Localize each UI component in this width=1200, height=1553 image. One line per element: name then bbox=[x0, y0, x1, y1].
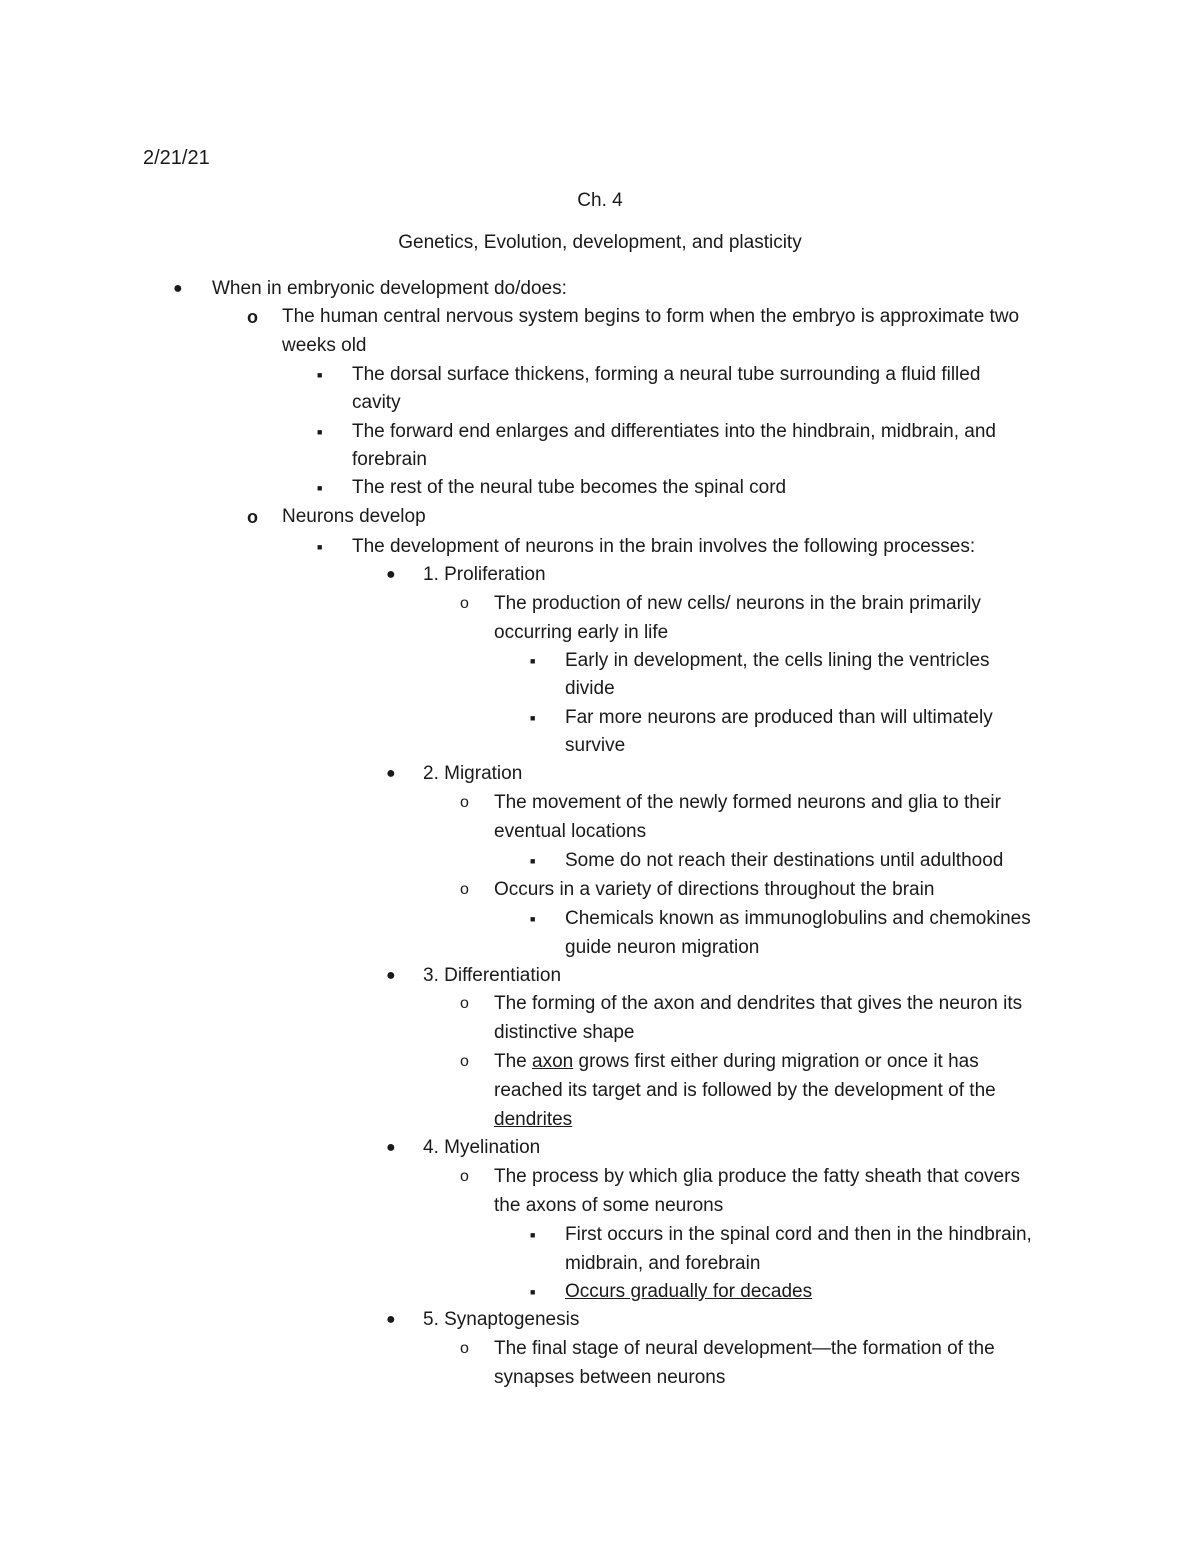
outline-item: First occurs in the spinal cord and then in the hindbrain, bbox=[565, 1224, 1032, 1245]
bullet-icon: ● bbox=[386, 967, 396, 984]
outline-item: The process by which glia produce the fatty sheath that covers bbox=[494, 1166, 1020, 1187]
bullet-icon: ● bbox=[386, 765, 396, 782]
outline-item: distinctive shape bbox=[494, 1022, 635, 1043]
outline-item: The final stage of neural development—the formation of the bbox=[494, 1338, 995, 1359]
square-bullet-icon: ■ bbox=[530, 1287, 536, 1297]
underlined-term: dendrites bbox=[494, 1109, 573, 1130]
square-bullet-icon: ■ bbox=[317, 370, 323, 380]
chapter-subtitle: Genetics, Evolution, development, and plasticity bbox=[398, 232, 802, 253]
outline-item: The human central nervous system begins to form when the embryo is approximate two bbox=[282, 306, 1020, 327]
text-segment: grows first either during migration or once it has bbox=[573, 1051, 979, 1072]
underlined-term: Occurs gradually for decades bbox=[565, 1281, 813, 1302]
square-bullet-icon: ■ bbox=[530, 713, 536, 723]
outline-item: Early in development, the cells lining the ventricles bbox=[565, 650, 990, 671]
bullet-icon: ● bbox=[386, 1139, 396, 1156]
chapter-heading: Ch. 4 bbox=[577, 190, 623, 211]
outline-item: The forming of the axon and dendrites that gives the neuron its bbox=[494, 993, 1023, 1014]
date: 2/21/21 bbox=[143, 147, 210, 169]
square-bullet-icon: ■ bbox=[530, 856, 536, 866]
o-bullet-icon: o bbox=[460, 1168, 469, 1185]
sub-bullet-icon: o bbox=[247, 307, 258, 327]
outline-item: 5. Synaptogenesis bbox=[423, 1309, 580, 1330]
o-bullet-icon: o bbox=[460, 881, 469, 898]
outline-item: 4. Myelination bbox=[423, 1137, 541, 1158]
o-bullet-icon: o bbox=[460, 794, 469, 811]
outline-item: Neurons develop bbox=[282, 506, 426, 527]
outline-item: forebrain bbox=[352, 449, 427, 470]
square-bullet-icon: ■ bbox=[530, 1230, 536, 1240]
outline-item bbox=[494, 1106, 572, 1134]
outline-item: Occurs in a variety of directions throughout the brain bbox=[494, 879, 935, 900]
text-segment: The bbox=[494, 1051, 533, 1072]
outline-item bbox=[494, 1048, 979, 1076]
outline-item: The movement of the newly formed neurons and glia to their bbox=[494, 792, 1001, 813]
outline-item: the axons of some neurons bbox=[494, 1195, 724, 1216]
o-bullet-icon: o bbox=[460, 595, 469, 612]
outline-item: eventual locations bbox=[494, 821, 647, 842]
outline-item: 3. Differentiation bbox=[423, 965, 562, 986]
outline-item bbox=[565, 1278, 812, 1306]
outline-item: reached its target and is followed by the development of the bbox=[494, 1080, 996, 1101]
outline-item: The production of new cells/ neurons in the brain primarily bbox=[494, 593, 981, 614]
outline-item: The rest of the neural tube becomes the spinal cord bbox=[352, 477, 787, 498]
outline-item: Chemicals known as immunoglobulins and chemokines bbox=[565, 908, 1031, 929]
outline-item: weeks old bbox=[282, 335, 367, 356]
underlined-term: axon bbox=[532, 1051, 574, 1072]
outline-item: midbrain, and forebrain bbox=[565, 1253, 761, 1274]
outline-item: 2. Migration bbox=[423, 763, 523, 784]
outline-item: divide bbox=[565, 678, 615, 699]
bullet-icon: ● bbox=[386, 1311, 396, 1328]
outline-item: The development of neurons in the brain involves the following processes: bbox=[352, 536, 976, 557]
square-bullet-icon: ■ bbox=[317, 542, 323, 552]
outline-item: survive bbox=[565, 735, 626, 756]
outline-item: The forward end enlarges and differentiates into the hindbrain, midbrain, and bbox=[352, 421, 996, 442]
outline-item: cavity bbox=[352, 392, 401, 413]
square-bullet-icon: ■ bbox=[317, 427, 323, 437]
square-bullet-icon: ■ bbox=[530, 914, 536, 924]
outline-item: When in embryonic development do/does: bbox=[212, 278, 567, 299]
o-bullet-icon: o bbox=[460, 1340, 469, 1357]
outline-item: guide neuron migration bbox=[565, 937, 760, 958]
sub-bullet-icon: o bbox=[247, 507, 258, 527]
outline-item: The dorsal surface thickens, forming a neural tube surrounding a fluid filled bbox=[352, 364, 981, 385]
outline-item: synapses between neurons bbox=[494, 1367, 726, 1388]
o-bullet-icon: o bbox=[460, 1053, 469, 1070]
square-bullet-icon: ■ bbox=[530, 656, 536, 666]
outline-item: Far more neurons are produced than will ultimately bbox=[565, 707, 993, 728]
outline-item: 1. Proliferation bbox=[423, 564, 546, 585]
outline-item: Some do not reach their destinations until adulthood bbox=[565, 850, 1004, 871]
o-bullet-icon: o bbox=[460, 995, 469, 1012]
square-bullet-icon: ■ bbox=[317, 483, 323, 493]
outline-item: occurring early in life bbox=[494, 622, 669, 643]
bullet-icon: ● bbox=[173, 280, 183, 297]
bullet-icon: ● bbox=[386, 566, 396, 583]
